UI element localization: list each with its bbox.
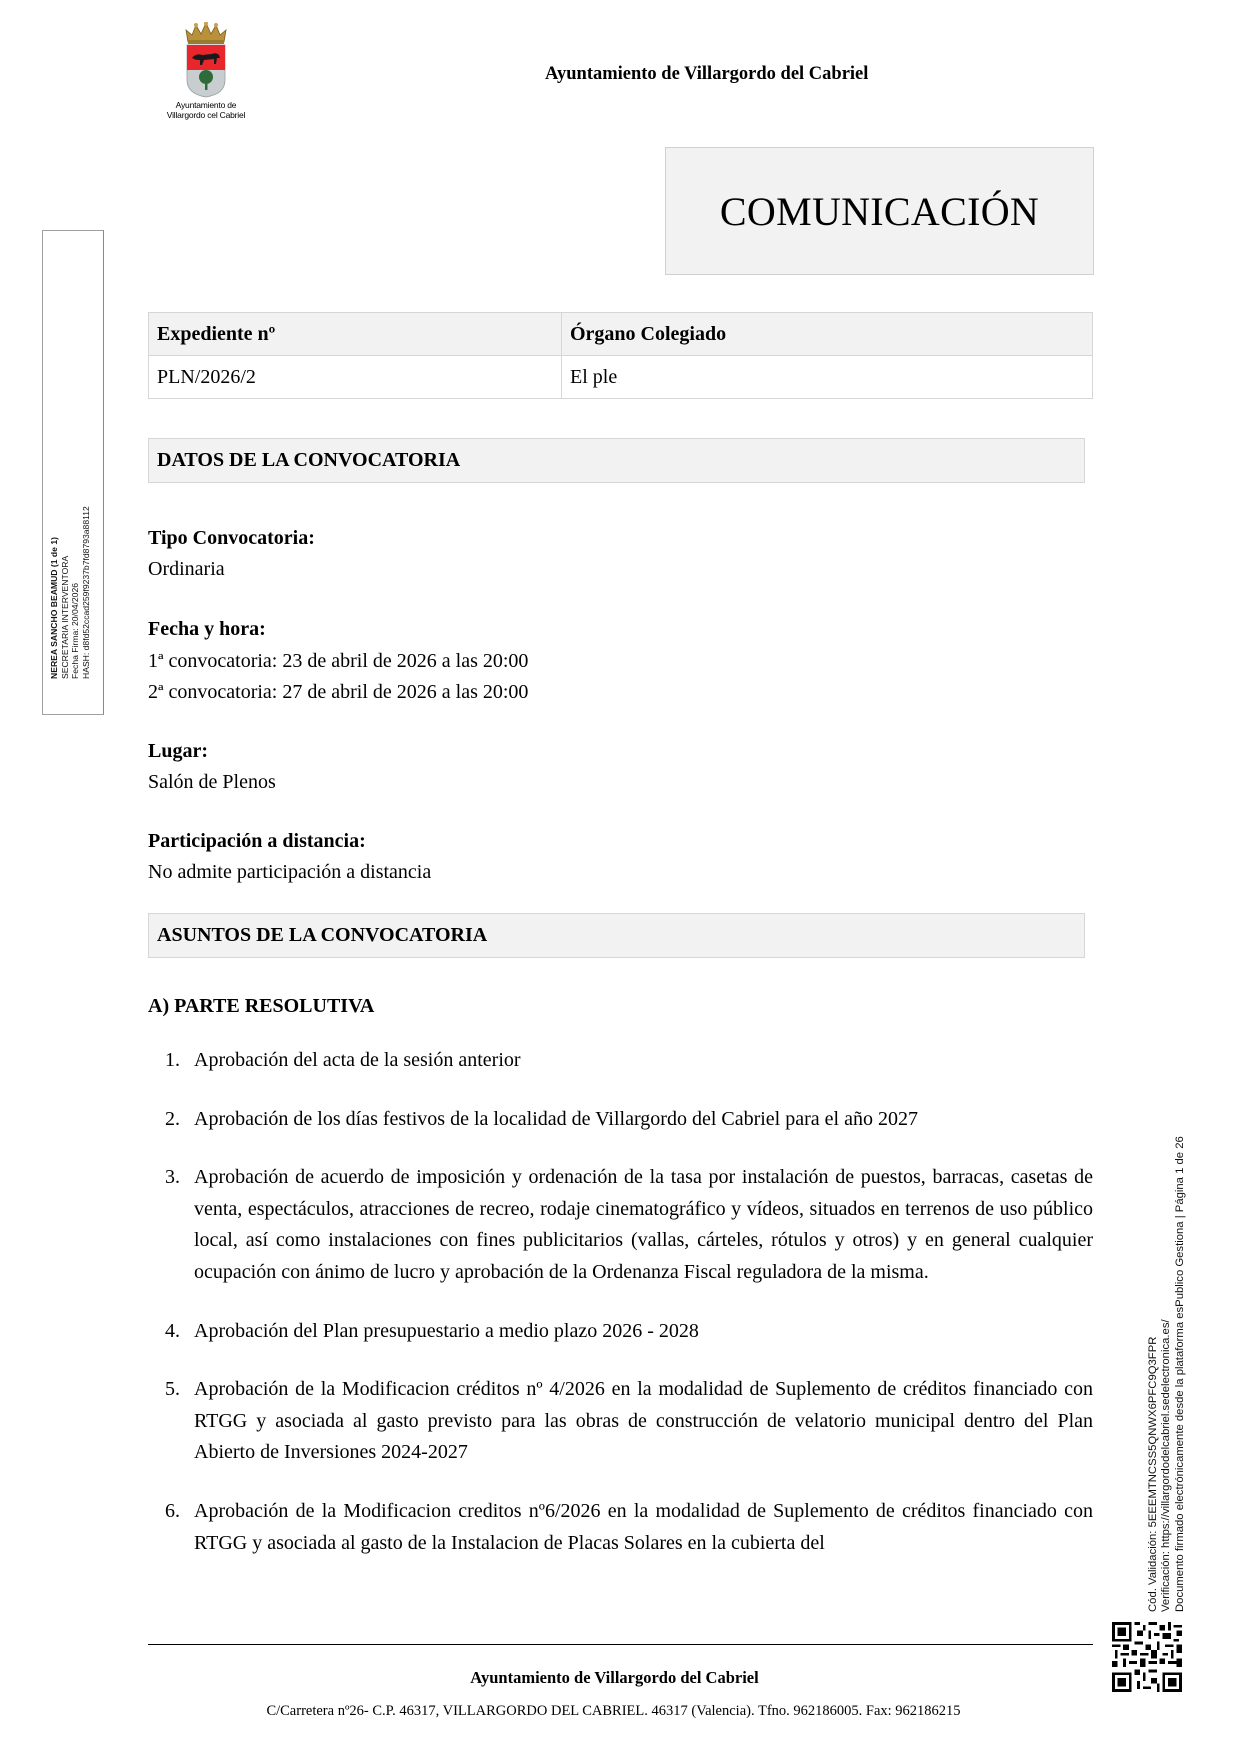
organo-value: El ple <box>562 356 1093 399</box>
expediente-table <box>148 312 1093 399</box>
signature-date: Fecha Firma: 20/04/2026 <box>70 582 80 679</box>
tipo-convocatoria-value: Ordinaria <box>148 558 225 580</box>
item-text: Aprobación de los días festivos de la localidad de Villargordo del Cabriel para el año 2027 <box>194 1107 918 1130</box>
item-text: Aprobación del Plan presupuestario a medio plazo 2026 - 2028 <box>194 1319 699 1342</box>
list-item <box>148 1496 1093 1559</box>
footer-title <box>0 1668 1241 1688</box>
item-text: Aprobación de la Modificacion creditos nº6/2026 en la modalidad de Suplemento de créditos financiado con RTGG y asociada al gasto de la Instalacion de Placas Solares en la cubierta del <box>194 1499 1093 1554</box>
lugar-label: Lugar: <box>148 740 208 762</box>
parte-resolutiva-heading: A) PARTE RESOLUTIVA <box>148 995 375 1017</box>
signature-stamp <box>42 230 104 715</box>
section-asuntos-convocatoria: ASUNTOS DE LA CONVOCATORIA <box>148 913 1085 958</box>
signer-name: NEREA SANCHO BEAMUD (1 de 1) <box>49 537 59 679</box>
signed-by-platform: Documento firmado electrónicamente desde la plataforma esPublico Gestiona | Página 1 de 26 <box>1173 1136 1186 1612</box>
participacion-distancia-value: No admite participación a distancia <box>148 861 432 883</box>
logo-caption-line2: Villargordo cel Cabriel <box>166 110 246 120</box>
footer-divider <box>148 1644 1093 1645</box>
list-item <box>148 1374 1093 1469</box>
list-item <box>148 1104 1093 1136</box>
tipo-convocatoria-label: Tipo Convocatoria: <box>148 527 315 549</box>
primera-convocatoria: 1ª convocatoria: 23 de abril de 2026 a las 20:00 <box>148 650 529 672</box>
table-header-row <box>149 313 1093 356</box>
participacion-distancia-label: Participación a distancia: <box>148 830 366 852</box>
asuntos-list <box>148 1045 1093 1586</box>
validation-code: Cód. Validación: 5EEEMTNCSS5QNWX6PFC9Q3FPR <box>1147 1336 1159 1612</box>
table-row <box>149 356 1093 399</box>
item-number: 1. <box>165 1049 180 1071</box>
item-text: Aprobación del acta de la sesión anterior <box>194 1049 521 1071</box>
list-item <box>148 1045 1093 1077</box>
qr-code-icon[interactable] <box>1112 1622 1182 1692</box>
item-number: 5. <box>165 1378 180 1401</box>
list-item <box>148 1162 1093 1288</box>
section-datos-convocatoria: DATOS DE LA CONVOCATORIA <box>148 438 1085 483</box>
lugar-value: Salón de Plenos <box>148 771 276 793</box>
footer-address-text: C/Carretera nº26- C.P. 46317, VILLARGORDO DEL CABRIEL. 46317 (Valencia). Tfno. 962186005. Fax: 962186215 <box>266 1703 961 1719</box>
signature-hash: HASH: d8fd52ccad259f9237b7fd8793a88112 <box>80 506 91 679</box>
validation-info <box>1147 1082 1187 1612</box>
item-number: 3. <box>165 1166 180 1189</box>
item-number: 2. <box>165 1107 180 1130</box>
item-number: 4. <box>165 1319 180 1342</box>
item-text: Aprobación de acuerdo de imposición y ordenación de la tasa por instalación de puestos, barracas, casetas de venta, espectáculos, atracciones de recreo, rodaje cinematográfico y vídeos, situados en terrenos de uso público local, así como instalaciones con fines publicitarios (vallas, cárteles, rótulos y otros) y en general cualquier ocupación con ánimo de lucro y aprobación de la Ordenanza Fiscal reguladora de la misma. <box>194 1166 1093 1283</box>
verification-url[interactable]: Verificación: https://villargordodelcabriel.sedelectronica.es/ <box>1160 1319 1173 1612</box>
municipal-logo <box>150 22 262 126</box>
coat-of-arms-icon <box>182 22 230 98</box>
segunda-convocatoria: 2ª convocatoria: 27 de abril de 2026 a las 20:00 <box>148 681 529 703</box>
header-title: Ayuntamiento de Villargordo del Cabriel <box>545 64 869 84</box>
footer-title-text: Ayuntamiento de Villargordo del Cabriel <box>470 1668 759 1687</box>
footer-address <box>0 1703 1241 1720</box>
logo-caption-line1: Ayuntamiento de <box>175 100 237 110</box>
header-expediente: Expediente nº <box>149 313 562 356</box>
document-type-title: COMUNICACIÓN <box>719 188 1040 234</box>
header-organo: Órgano Colegiado <box>562 313 1093 356</box>
expediente-value: PLN/2026/2 <box>149 356 562 399</box>
signer-role: SECRETARIA INTERVENTORA <box>59 555 70 679</box>
item-number: 6. <box>165 1499 180 1522</box>
list-item <box>148 1316 1093 1348</box>
item-text: Aprobación de la Modificacion créditos nº 4/2026 en la modalidad de Suplemento de créditos financiado con RTGG y asociada al gasto previsto para las obras de construcción de velatorio municipal dentro del Plan Abierto de Inversiones 2024-2027 <box>194 1378 1093 1464</box>
document-type-box <box>665 147 1094 275</box>
fecha-hora-label: Fecha y hora: <box>148 618 266 640</box>
